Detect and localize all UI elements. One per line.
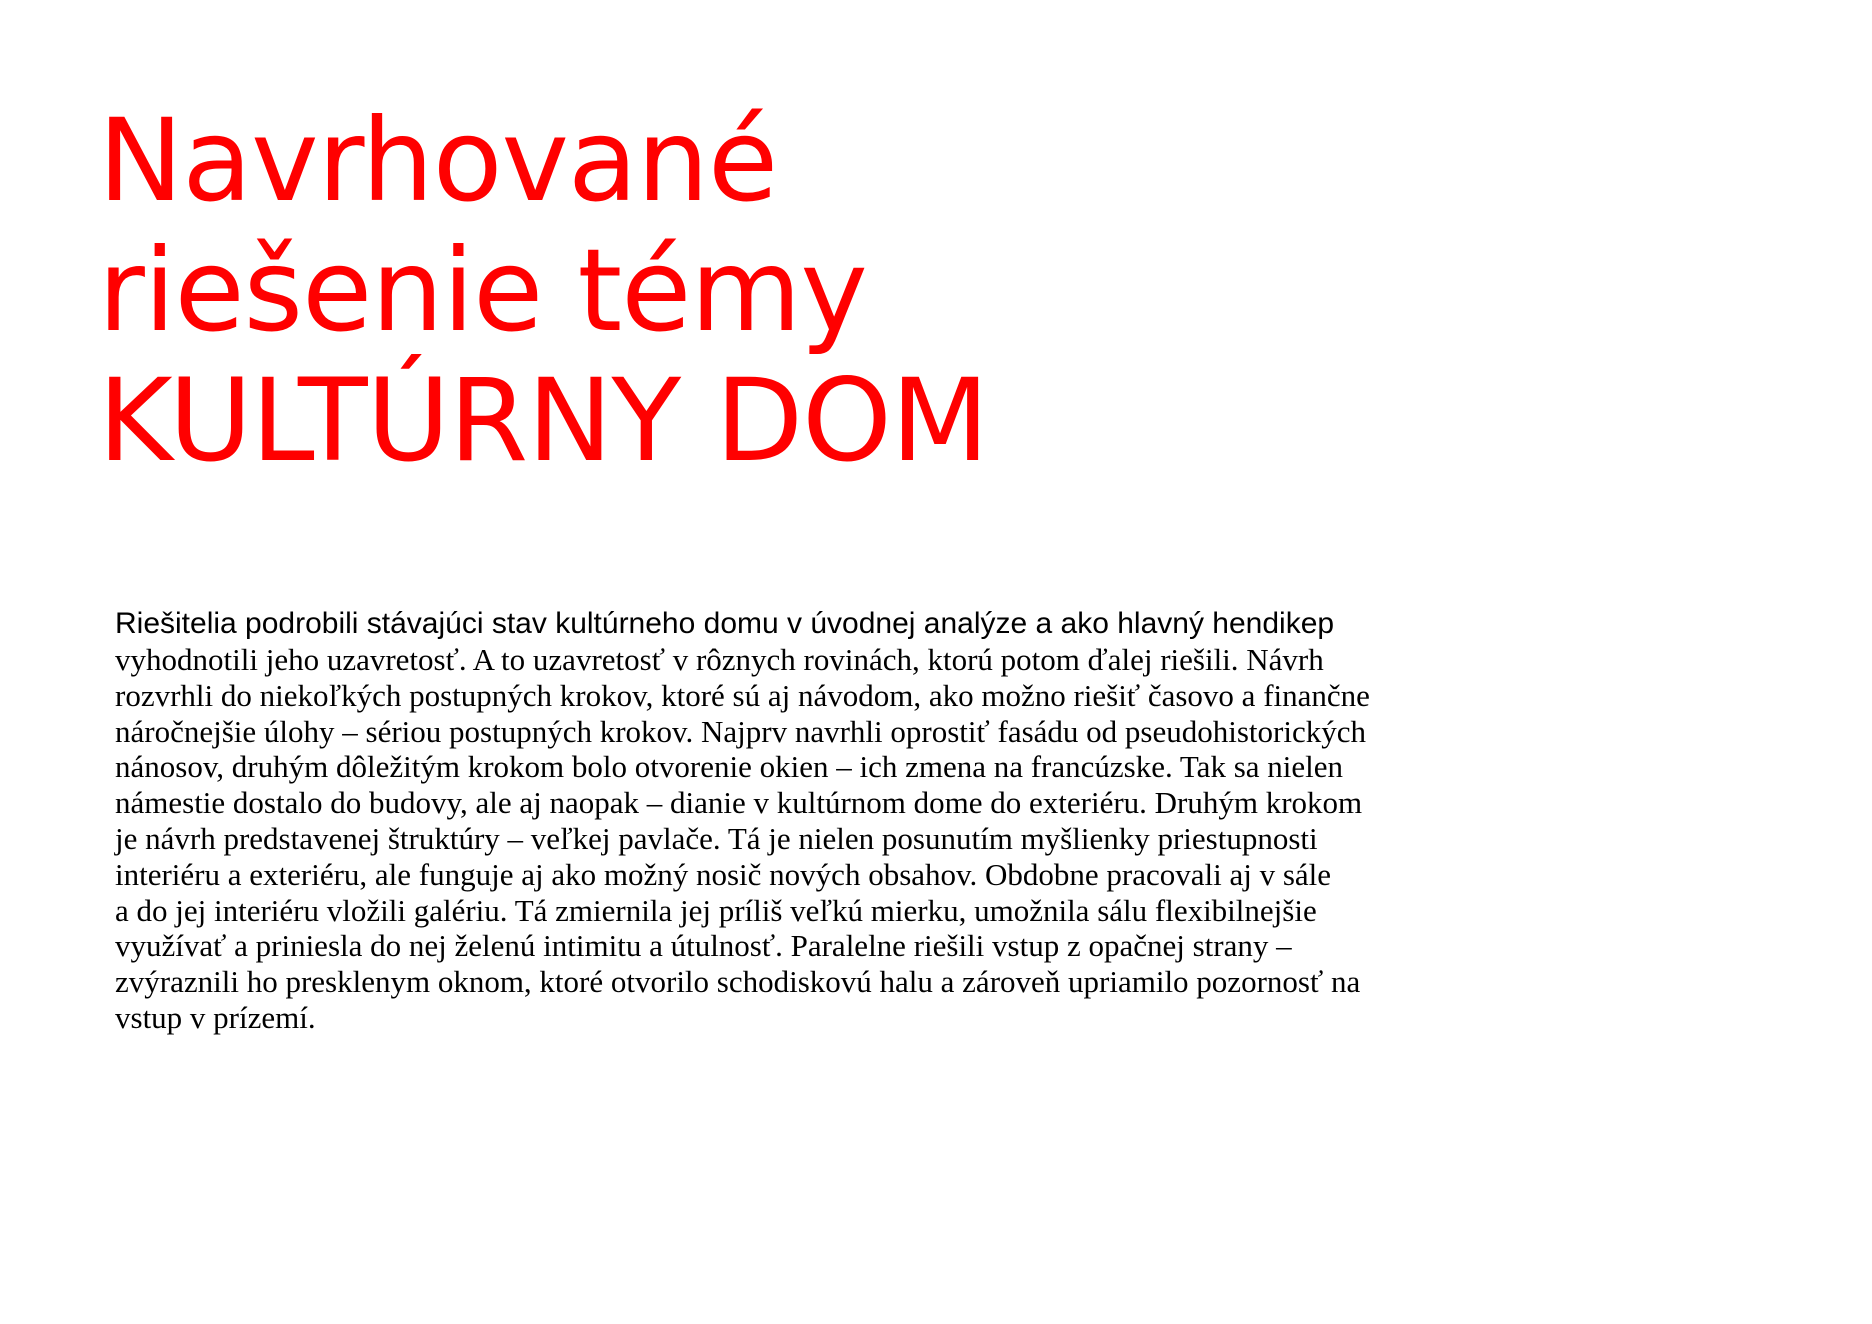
body-line: náročnejšie úlohy – sériou postupných krokov. Najprv navrhli oprostiť fasádu od pseudohistorických [115, 713, 1366, 749]
body-line: rozvrhli do niekoľkých postupných krokov, ktoré sú aj návodom, ako možno riešiť časovo a finančne [115, 677, 1370, 713]
body-paragraph [115, 606, 1615, 1036]
title-line-2: riešenie témy [98, 224, 867, 357]
page-title [98, 96, 988, 486]
title-line-1: Navrhované [98, 94, 778, 227]
body-line: je návrh predstavenej štruktúry – veľkej pavlače. Tá je nielen posunutím myšlienky priestupnosti [115, 820, 1318, 856]
title-line-3: KULTÚRNY DOM [98, 354, 989, 487]
body-line: nánosov, druhým dôležitým krokom bolo otvorenie okien – ich zmena na francúzske. Tak sa nielen [115, 749, 1344, 785]
body-line: námestie dostalo do budovy, ale aj naopak – dianie v kultúrnom dome do exteriéru. Druhým krokom [115, 785, 1363, 821]
body-line: zvýraznili ho presklenym oknom, ktoré otvorilo schodiskovú halu a zároveň upriamilo pozornosť na [115, 964, 1361, 1000]
body-line-first: Riešitelia podrobili stávajúci stav kultúrneho domu v úvodnej analýze a ako hlavný hendikep [115, 607, 1335, 640]
body-line: vyhodnotili jeho uzavretosť. A to uzavretosť v rôznych rovinách, ktorú potom ďalej riešili. Návrh [115, 642, 1324, 677]
body-line: interiéru a exteriéru, ale funguje aj ako možný nosič nových obsahov. Obdobne pracovali aj v sále [115, 856, 1332, 892]
body-line: využívať a priniesla do nej želenú intimitu a útulnosť. Paralelne riešili vstup z opačnej strany – [115, 928, 1292, 964]
body-line: a do jej interiéru vložili galériu. Tá zmiernila jej príliš veľkú mierku, umožnila sálu flexibilnejšie [115, 892, 1317, 928]
body-line: vstup v prízemí. [115, 999, 316, 1035]
